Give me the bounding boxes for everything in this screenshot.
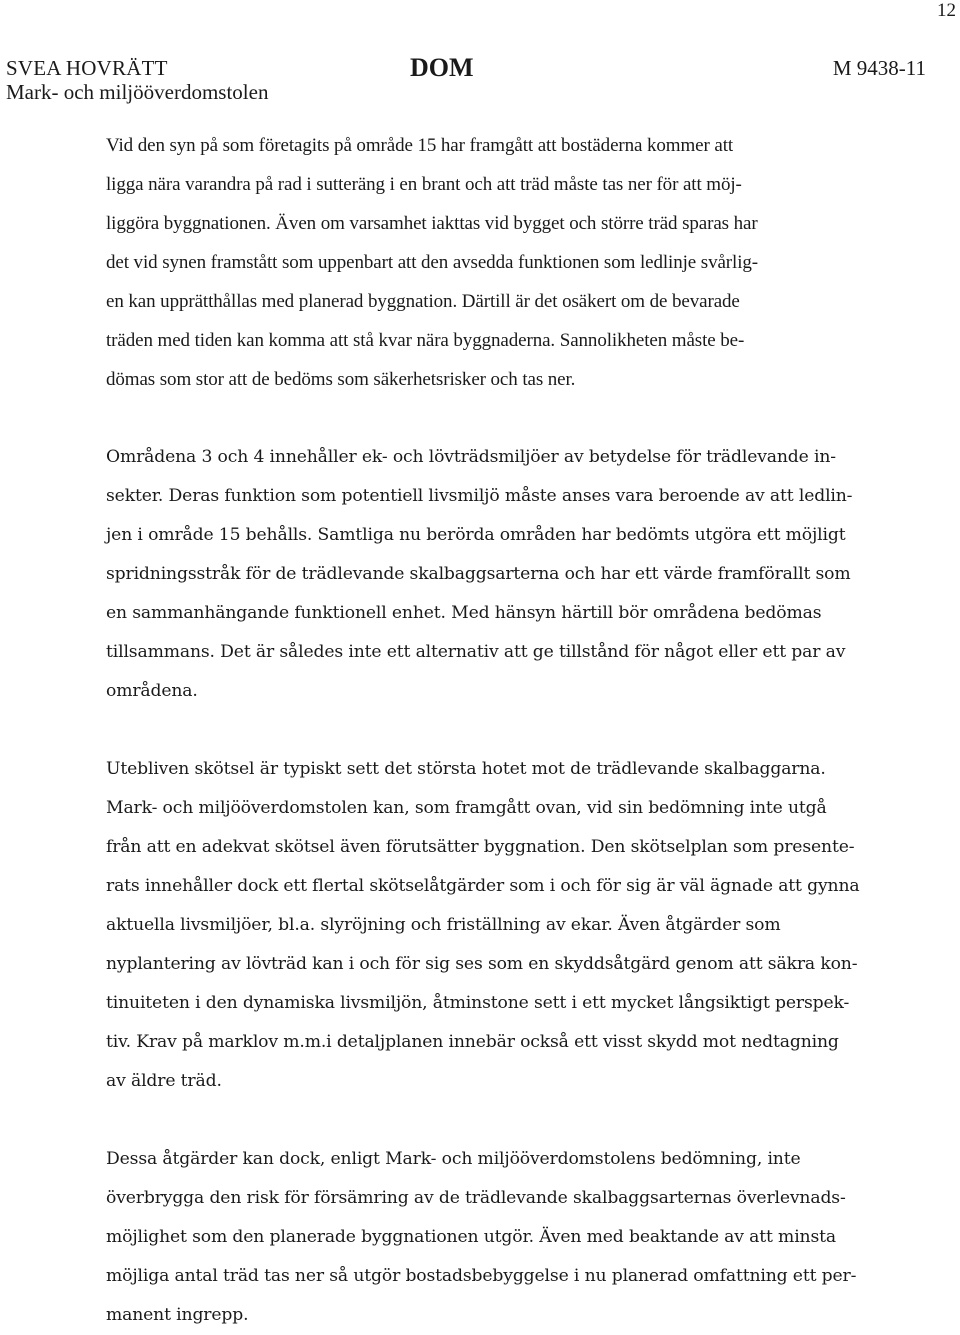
text-line: dömas som stor att de bedöms som säkerhetsrisker och tas ner. (106, 369, 576, 390)
court-name: SVEA HOVRÄTT (6, 56, 168, 80)
text-line: från att en adekvat skötsel även förutsätter byggnation. Den skötselplan som presente- (106, 837, 855, 857)
text-line: tillsammans. Det är således inte ett alternativ att ge tillstånd för något eller ett par av (106, 642, 846, 662)
text-line: tinuiteten i den dynamiska livsmiljön, åtminstone sett i ett mycket långsiktigt perspek- (106, 993, 850, 1013)
text-line: aktuella livsmiljöer, bl.a. slyröjning och friställning av ekar. Även åtgärder som (106, 915, 781, 935)
court-division: Mark- och miljööverdomstolen (6, 80, 269, 104)
text-line: det vid synen framstått som uppenbart att den avsedda funktionen som ledlinje svårlig- (106, 252, 759, 273)
document-type: DOM (410, 53, 474, 82)
text-line: Vid den syn på som företagits på område 15 har framgått att bostäderna kommer att (106, 135, 734, 156)
document-body (106, 126, 878, 1335)
text-line: jen i område 15 behålls. Samtliga nu berörda områden har bedömts utgöra ett möjligt (106, 525, 846, 545)
text-line: en sammanhängande funktionell enhet. Med hänsyn härtill bör områdena bedömas (106, 603, 822, 623)
text-line: spridningsstråk för de trädlevande skalbaggsarterna och har ett värde framförallt som (106, 564, 851, 584)
text-line: Områdena 3 och 4 innehåller ek- och lövträdsmiljöer av betydelse för trädlevande in- (106, 447, 836, 467)
text-line: överbrygga den risk för försämring av de trädlevande skalbaggsarternas överlevnads- (106, 1188, 846, 1208)
document-header (6, 53, 926, 106)
text-line: träden med tiden kan komma att stå kvar nära byggnaderna. Sannolikheten måste be- (106, 330, 745, 351)
text-line: liggöra byggnationen. Även om varsamhet iakttas vid bygget och större träd sparas har (106, 213, 758, 234)
text-line: områdena. (106, 681, 198, 701)
paragraph (106, 126, 878, 399)
text-line: möjliga antal träd tas ner så utgör bostadsbebyggelse i nu planerad omfattning ett per- (106, 1266, 857, 1286)
text-line: sekter. Deras funktion som potentiell livsmiljö måste anses vara beroende av att ledlin- (106, 486, 853, 506)
text-line: Dessa åtgärder kan dock, enligt Mark- och miljööverdomstolens bedömning, inte (106, 1149, 801, 1169)
text-line: Utebliven skötsel är typiskt sett det största hotet mot de trädlevande skalbaggarna. (106, 759, 826, 779)
paragraph (106, 438, 878, 711)
text-line: ligga nära varandra på rad i sutteräng i en brant och att träd måste tas ner för att möj- (106, 174, 742, 195)
paragraph (106, 1140, 878, 1335)
text-line: Mark- och miljööverdomstolen kan, som framgått ovan, vid sin bedömning inte utgå (106, 798, 827, 818)
page-number: 12 (937, 0, 956, 21)
paragraph (106, 750, 878, 1101)
text-line: manent ingrepp. (106, 1305, 249, 1325)
text-line: rats innehåller dock ett flertal skötselåtgärder som i och för sig är väl ägnade att gynna (106, 876, 860, 896)
text-line: nyplantering av lövträd kan i och för sig ses som en skyddsåtgärd genom att säkra kon- (106, 954, 858, 974)
text-line: tiv. Krav på marklov m.m.i detaljplanen innebär också ett visst skydd mot nedtagning (106, 1032, 839, 1052)
text-line: möjlighet som den planerade byggnationen utgör. Även med beaktande av att minsta (106, 1227, 836, 1247)
text-line: av äldre träd. (106, 1071, 222, 1091)
text-line: en kan upprätthållas med planerad byggnation. Därtill är det osäkert om de bevarade (106, 291, 740, 312)
case-number: M 9438-11 (832, 56, 926, 80)
